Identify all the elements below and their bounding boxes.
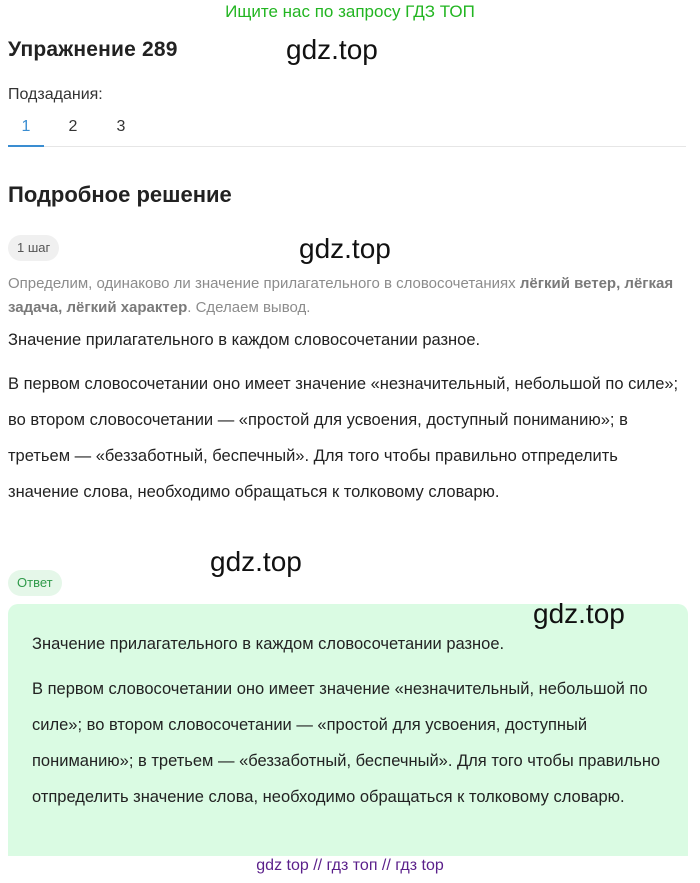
task-text-start: Определим, одинаково ли значение прилагательного в словосочетаниях xyxy=(8,275,520,292)
solution-title: Подробное решение xyxy=(8,182,232,207)
answer-paragraph-1: Значение прилагательного в каждом словосочетании разное. xyxy=(32,635,505,653)
search-promo-banner[interactable]: Ищите нас по запросу ГДЗ ТОП xyxy=(225,2,475,21)
watermark: gdz.top xyxy=(299,233,391,264)
subtask-tab-1[interactable]: 1 xyxy=(8,118,44,136)
solution-paragraph-1: Значение прилагательного в каждом словосочетании разное. xyxy=(8,331,481,349)
answer-paragraph-2: В первом словосочетании оно имеет значение «незначительный, небольшой по силе»; во втором словосочетании — «простой для усвоения, доступный пониманию»; в третьем — «беззаботный, беспечный». Для того чтобы правильно отпределить значение слова, необходимо обращаться к толковому словарю. xyxy=(32,680,661,806)
footer-links[interactable]: gdz top // гдз топ // гдз top xyxy=(256,857,444,874)
step-badge: 1 шаг xyxy=(8,235,59,261)
subtask-tabs xyxy=(8,110,686,147)
watermark: gdz.top xyxy=(210,546,302,577)
watermark: gdz.top xyxy=(533,598,625,629)
task-text-end: . Сделаем вывод. xyxy=(187,299,311,316)
task-description xyxy=(8,272,692,320)
solution-paragraph-2: В первом словосочетании оно имеет значение «незначительный, небольшой по силе»; во втором словосочетании — «простой для усвоения, доступный пониманию»; в третьем — «беззаботный, беспечный». Для того чтобы правильно отпределить значение слова, необходимо обращаться к толковому словарю. xyxy=(8,375,679,501)
answer-box xyxy=(8,604,688,856)
subtask-tab-3[interactable]: 3 xyxy=(116,118,126,135)
subtask-tab-2[interactable]: 2 xyxy=(68,118,78,135)
watermark: gdz.top xyxy=(286,34,378,65)
answer-badge: Ответ xyxy=(8,570,62,596)
subtasks-label: Подзадания: xyxy=(8,86,103,103)
task-text-phrases: лёгкий ветер, лёгкая задача, лёгкий характер xyxy=(8,275,674,316)
page-title: Упражнение 289 xyxy=(8,38,178,61)
